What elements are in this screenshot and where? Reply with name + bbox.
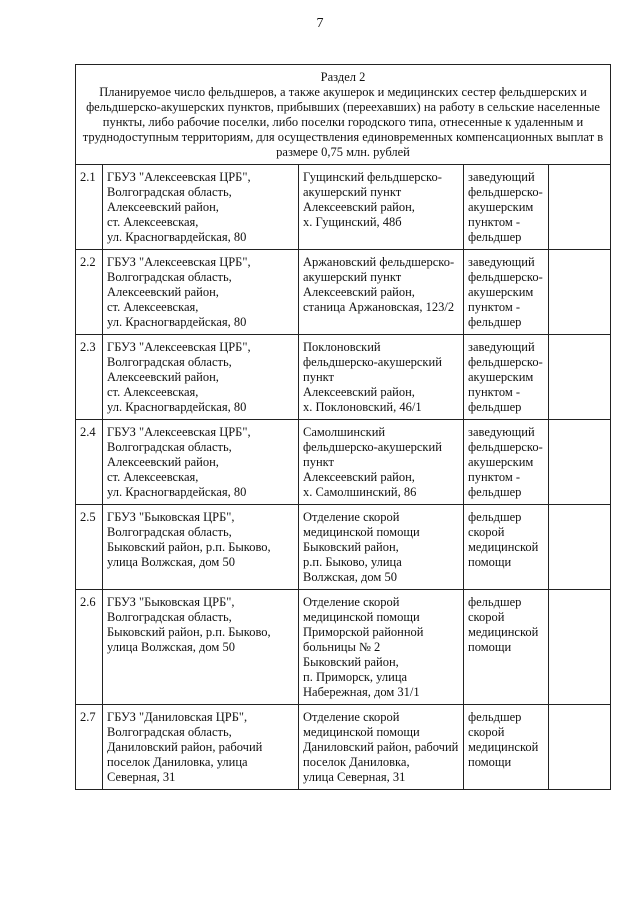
- position-line: скорой: [468, 725, 505, 739]
- unit-line: Поклоновский: [303, 340, 381, 354]
- organization-line: Алексеевский район,: [107, 370, 219, 384]
- unit-line: Самолшинский: [303, 425, 386, 439]
- section-heading-row: [76, 65, 611, 165]
- table-row: [76, 590, 611, 705]
- organization-line: Волгоградская область,: [107, 440, 232, 454]
- row-number: 2.1: [76, 165, 103, 250]
- unit-line: Аржановский фельдшерско-: [303, 255, 455, 269]
- position-line: помощи: [468, 755, 512, 769]
- table-row: [76, 420, 611, 505]
- row-number: 2.7: [76, 705, 103, 790]
- row-number: 2.3: [76, 335, 103, 420]
- position-cell: [464, 505, 549, 590]
- unit-line: Алексеевский район,: [303, 285, 415, 299]
- organization-line: Алексеевский район,: [107, 455, 219, 469]
- organization-line: улица Волжская, дом 50: [107, 640, 235, 654]
- position-line: пунктом -: [468, 300, 521, 314]
- empty-cell: [549, 705, 611, 790]
- unit-line: Быковский район,: [303, 540, 399, 554]
- organization-line: ст. Алексеевская,: [107, 470, 199, 484]
- organization-line: ГБУЗ "Быковская ЦРБ",: [107, 595, 235, 609]
- unit-cell: [299, 335, 464, 420]
- unit-line: Быковский район,: [303, 655, 399, 669]
- position-line: акушерским: [468, 200, 534, 214]
- table-row: [76, 505, 611, 590]
- section-table: [75, 64, 611, 790]
- unit-line: Отделение скорой: [303, 595, 400, 609]
- position-line: пунктом -: [468, 470, 521, 484]
- empty-cell: [549, 590, 611, 705]
- organization-line: Волгоградская область,: [107, 270, 232, 284]
- organization-line: ГБУЗ "Даниловская ЦРБ",: [107, 710, 248, 724]
- position-line: фельдшерско-: [468, 270, 543, 284]
- empty-cell: [549, 335, 611, 420]
- organization-line: ГБУЗ "Быковская ЦРБ",: [107, 510, 235, 524]
- unit-line: улица Северная, 31: [303, 770, 406, 784]
- unit-line: х. Поклоновский, 46/1: [303, 400, 422, 414]
- position-line: фельдшерско-: [468, 355, 543, 369]
- unit-line: Отделение скорой: [303, 710, 400, 724]
- position-cell: [464, 165, 549, 250]
- section-heading-cell: [76, 65, 611, 165]
- position-line: фельдшер: [468, 485, 522, 499]
- table-row: [76, 335, 611, 420]
- organization-line: ГБУЗ "Алексеевская ЦРБ",: [107, 170, 251, 184]
- organization-line: Волгоградская область,: [107, 610, 232, 624]
- position-line: фельдшер: [468, 710, 522, 724]
- unit-cell: [299, 165, 464, 250]
- unit-line: больницы № 2: [303, 640, 381, 654]
- position-line: фельдшер: [468, 510, 522, 524]
- organization-line: ГБУЗ "Алексеевская ЦРБ",: [107, 255, 251, 269]
- section-description: Планируемое число фельдшеров, а также акушерок и медицинских сестер фельдшерских и фельдшерско-акушерских пунктов, прибывших (переехавших) на работу в сельские населенные пункты, либо рабочие поселки, либо поселки городского типа, отнесенные к удаленным и труднодоступным территориям, для осуществления единовременных компенсационных выплат в размере 0,75 млн. рублей: [82, 85, 604, 159]
- organization-line: Алексеевский район,: [107, 285, 219, 299]
- row-number: 2.4: [76, 420, 103, 505]
- unit-line: Волжская, дом 50: [303, 570, 397, 584]
- position-line: заведующий: [468, 425, 535, 439]
- empty-cell: [549, 250, 611, 335]
- organization-line: ул. Красногвардейская, 80: [107, 400, 247, 414]
- unit-line: фельдшерско-акушерский: [303, 440, 442, 454]
- unit-line: фельдшерско-акушерский: [303, 355, 442, 369]
- organization-line: Северная, 31: [107, 770, 176, 784]
- organization-line: ст. Алексеевская,: [107, 300, 199, 314]
- position-line: заведующий: [468, 340, 535, 354]
- position-line: фельдшер: [468, 595, 522, 609]
- unit-line: п. Приморск, улица: [303, 670, 408, 684]
- position-line: фельдшерско-: [468, 185, 543, 199]
- position-line: заведующий: [468, 170, 535, 184]
- position-line: заведующий: [468, 255, 535, 269]
- page-number: 7: [316, 16, 324, 31]
- table-row: [76, 250, 611, 335]
- organization-line: Волгоградская область,: [107, 185, 232, 199]
- section-title: Раздел 2: [320, 70, 366, 84]
- organization-line: Даниловский район, рабочий: [107, 740, 263, 754]
- unit-line: Приморской районной: [303, 625, 424, 639]
- organization-line: Волгоградская область,: [107, 525, 232, 539]
- unit-line: х. Самолшинский, 86: [303, 485, 417, 499]
- organization-line: ГБУЗ "Алексеевская ЦРБ",: [107, 340, 251, 354]
- organization-line: ст. Алексеевская,: [107, 215, 199, 229]
- position-line: акушерским: [468, 455, 534, 469]
- organization-line: Алексеевский район,: [107, 200, 219, 214]
- position-line: пунктом -: [468, 215, 521, 229]
- unit-line: акушерский пункт: [303, 270, 402, 284]
- row-number: 2.5: [76, 505, 103, 590]
- unit-line: Набережная, дом 31/1: [303, 685, 420, 699]
- position-line: медицинской: [468, 625, 539, 639]
- empty-cell: [549, 165, 611, 250]
- position-line: пунктом -: [468, 385, 521, 399]
- position-line: медицинской: [468, 740, 539, 754]
- organization-line: Волгоградская область,: [107, 725, 232, 739]
- unit-line: Отделение скорой: [303, 510, 400, 524]
- unit-cell: [299, 420, 464, 505]
- position-cell: [464, 250, 549, 335]
- table-row: [76, 705, 611, 790]
- unit-line: Алексеевский район,: [303, 200, 415, 214]
- unit-line: акушерский пункт: [303, 185, 402, 199]
- table-row: [76, 165, 611, 250]
- organization-line: улица Волжская, дом 50: [107, 555, 235, 569]
- row-number: 2.6: [76, 590, 103, 705]
- unit-line: Гущинский фельдшерско-: [303, 170, 442, 184]
- unit-cell: [299, 590, 464, 705]
- unit-cell: [299, 705, 464, 790]
- unit-cell: [299, 250, 464, 335]
- unit-line: р.п. Быково, улица: [303, 555, 402, 569]
- unit-line: пункт: [303, 370, 334, 384]
- organization-cell: [103, 420, 299, 505]
- position-line: фельдшер: [468, 315, 522, 329]
- unit-line: Алексеевский район,: [303, 385, 415, 399]
- empty-cell: [549, 420, 611, 505]
- unit-cell: [299, 505, 464, 590]
- unit-line: Даниловский район, рабочий: [303, 740, 459, 754]
- unit-line: Алексеевский район,: [303, 470, 415, 484]
- position-cell: [464, 705, 549, 790]
- position-line: медицинской: [468, 540, 539, 554]
- empty-cell: [549, 505, 611, 590]
- position-line: фельдшер: [468, 400, 522, 414]
- unit-line: медицинской помощи: [303, 525, 420, 539]
- position-cell: [464, 335, 549, 420]
- organization-line: Быковский район, р.п. Быково,: [107, 540, 271, 554]
- position-line: акушерским: [468, 285, 534, 299]
- unit-line: х. Гущинский, 48б: [303, 215, 402, 229]
- organization-line: ул. Красногвардейская, 80: [107, 315, 247, 329]
- organization-cell: [103, 505, 299, 590]
- organization-cell: [103, 590, 299, 705]
- position-cell: [464, 590, 549, 705]
- position-line: акушерским: [468, 370, 534, 384]
- organization-line: ул. Красногвардейская, 80: [107, 230, 247, 244]
- position-line: фельдшер: [468, 230, 522, 244]
- unit-line: медицинской помощи: [303, 725, 420, 739]
- position-line: скорой: [468, 610, 505, 624]
- organization-line: поселок Даниловка, улица: [107, 755, 248, 769]
- unit-line: медицинской помощи: [303, 610, 420, 624]
- position-line: помощи: [468, 555, 512, 569]
- organization-cell: [103, 335, 299, 420]
- organization-line: ГБУЗ "Алексеевская ЦРБ",: [107, 425, 251, 439]
- organization-line: Быковский район, р.п. Быково,: [107, 625, 271, 639]
- position-line: помощи: [468, 640, 512, 654]
- organization-line: Волгоградская область,: [107, 355, 232, 369]
- organization-cell: [103, 250, 299, 335]
- position-line: скорой: [468, 525, 505, 539]
- unit-line: пункт: [303, 455, 334, 469]
- position-cell: [464, 420, 549, 505]
- organization-cell: [103, 705, 299, 790]
- organization-cell: [103, 165, 299, 250]
- organization-line: ул. Красногвардейская, 80: [107, 485, 247, 499]
- organization-line: ст. Алексеевская,: [107, 385, 199, 399]
- unit-line: станица Аржановская, 123/2: [303, 300, 455, 314]
- unit-line: поселок Даниловка,: [303, 755, 410, 769]
- position-line: фельдшерско-: [468, 440, 543, 454]
- row-number: 2.2: [76, 250, 103, 335]
